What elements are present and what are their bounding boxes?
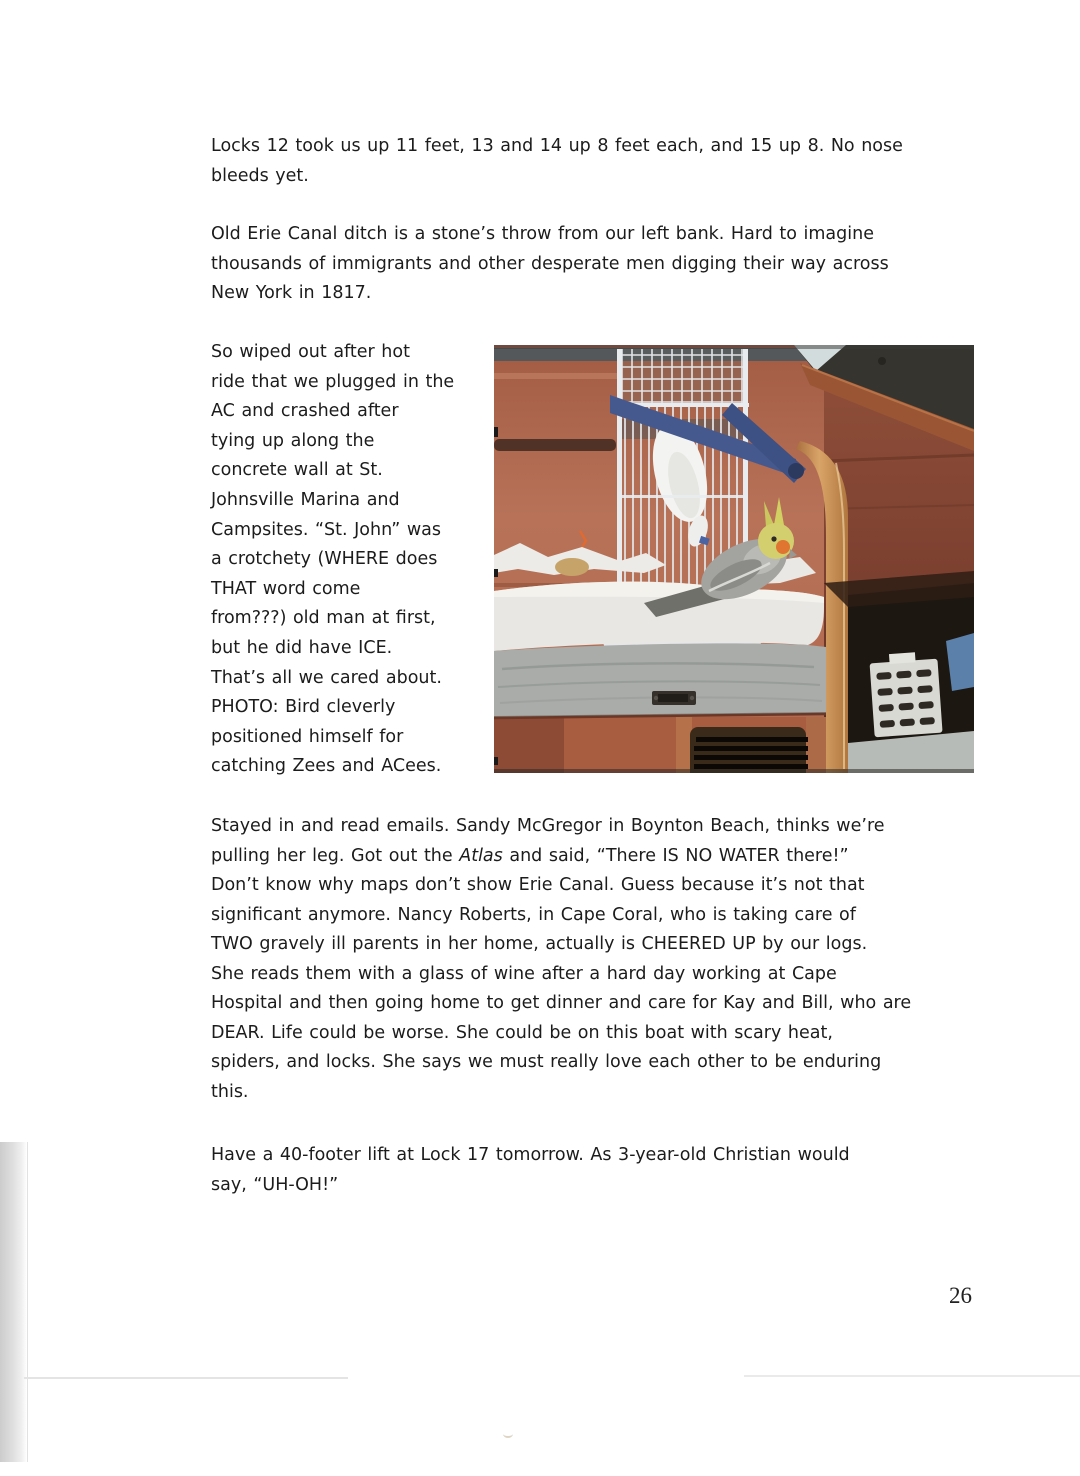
text-line: catching Zees and ACees. bbox=[211, 756, 442, 777]
text-line: Johnsville Marina and bbox=[211, 489, 400, 510]
text-line: Campsites. “St. John” was bbox=[211, 519, 441, 540]
text-line: So wiped out after hot bbox=[211, 342, 410, 362]
bird-cage-photo bbox=[494, 345, 974, 773]
scan-artifact-line-2 bbox=[744, 1375, 1080, 1377]
text-line: Have a 40-footer lift at Lock 17 tomorrow. As 3-year-old Christian would bbox=[211, 1145, 850, 1165]
paragraph-locks bbox=[211, 132, 903, 191]
paragraph-emails bbox=[211, 812, 911, 1107]
text-line: spiders, and locks. She says we must really love each other to be enduring bbox=[211, 1052, 882, 1072]
text-line: say, “UH-OH!” bbox=[211, 1174, 339, 1195]
text-line: from???) old man at first, bbox=[211, 608, 436, 629]
text-line: concrete wall at St. bbox=[211, 460, 383, 481]
text-line: pulling her leg. Got out the Atlas and said, “There IS NO WATER there!” bbox=[211, 845, 849, 866]
text-line: DEAR. Life could be worse. She could be on this boat with scary heat, bbox=[211, 1022, 833, 1043]
scan-speck bbox=[503, 1430, 513, 1438]
text-line: Old Erie Canal ditch is a stone’s throw from our left bank. Hard to imagine bbox=[211, 224, 874, 244]
plank-groove bbox=[494, 439, 616, 451]
scan-artifact-edge-bar bbox=[0, 1142, 28, 1462]
text-line: thousands of immigrants and other desperate men digging their way across bbox=[211, 253, 889, 274]
text-line: She reads them with a glass of wine after a hard day working at Cape bbox=[211, 963, 837, 984]
text-line: TWO gravely ill parents in her home, actually is CHEERED UP by our logs. bbox=[211, 934, 868, 954]
text-line: a crotchety (WHERE does bbox=[211, 549, 438, 570]
bird-eye bbox=[771, 536, 776, 541]
bird-cheek bbox=[776, 540, 790, 554]
paragraph-st-johnsville bbox=[211, 338, 496, 782]
text-line: this. bbox=[211, 1081, 249, 1102]
paragraph-old-erie-canal bbox=[211, 220, 889, 309]
text-line: Stayed in and read emails. Sandy McGregor in Boynton Beach, thinks we’re bbox=[211, 816, 885, 836]
text-line: but he did have ICE. bbox=[211, 637, 393, 658]
text-line: Don’t know why maps don’t show Erie Canal. Guess because it’s not that bbox=[211, 875, 865, 895]
paragraph-lock17 bbox=[211, 1141, 850, 1200]
text-line: significant anymore. Nancy Roberts, in Cape Coral, who is taking care of bbox=[211, 904, 856, 925]
page-number: 26 bbox=[949, 1283, 972, 1308]
text-line: New York in 1817. bbox=[211, 283, 372, 303]
text-line: tying up along the bbox=[211, 430, 375, 451]
sponge bbox=[555, 558, 589, 576]
bird-cage-photo-illustration bbox=[494, 345, 974, 773]
text-line: Hospital and then going home to get dinner and care for Kay and Bill, who are bbox=[211, 993, 912, 1013]
text-line: That’s all we cared about. bbox=[211, 667, 442, 688]
text-line: positioned himself for bbox=[211, 726, 404, 747]
text-line: ride that we plugged in the bbox=[211, 371, 455, 392]
text-line: PHOTO: Bird cleverly bbox=[211, 697, 396, 718]
text-line: bleeds yet. bbox=[211, 165, 309, 186]
bird-head bbox=[758, 523, 794, 559]
text-line: THAT word come bbox=[211, 578, 361, 599]
white-basket bbox=[869, 651, 943, 738]
scan-artifact-line bbox=[24, 1377, 348, 1379]
cabinet-latch bbox=[652, 691, 696, 705]
text-line: AC and crashed after bbox=[211, 401, 399, 422]
text-line: Locks 12 took us up 11 feet, 13 and 14 up 8 feet each, and 15 up 8. No nose bbox=[211, 136, 903, 156]
